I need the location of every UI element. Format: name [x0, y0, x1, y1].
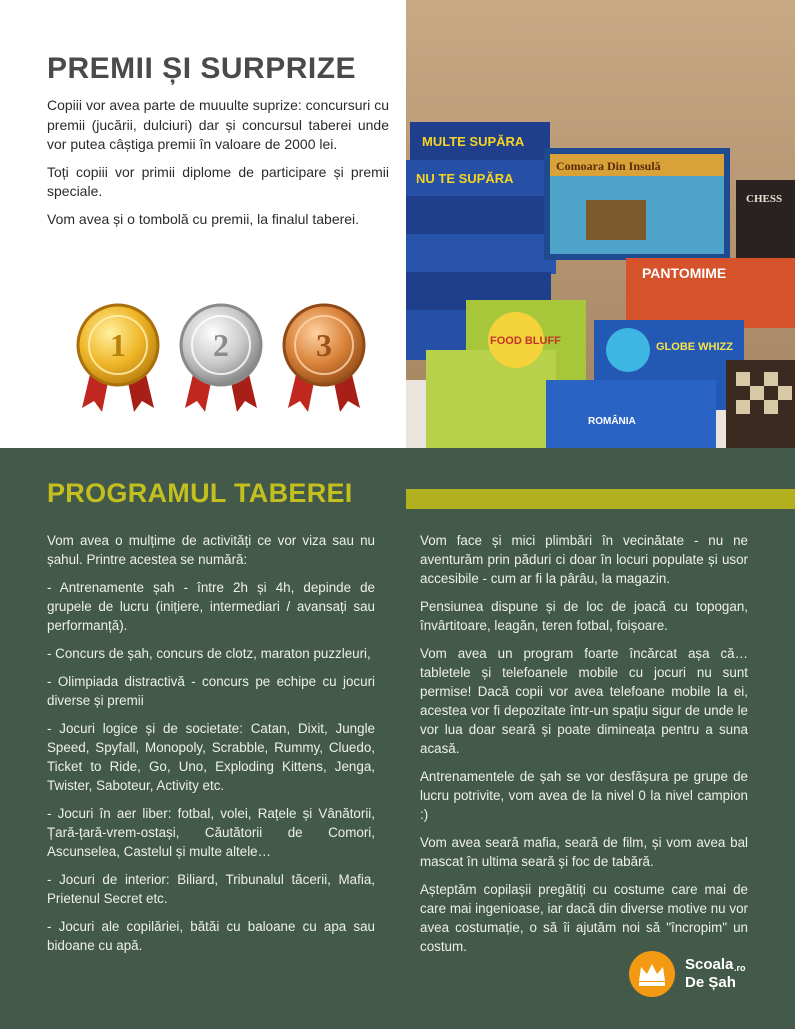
program-paragraph: Pensiunea dispune și de loc de joacă cu topogan, învârtitoare, leagăn, teren fotbal, foișoare.: [420, 599, 748, 633]
program-column-right: [420, 531, 748, 965]
medal-number: 2: [213, 327, 229, 363]
logo-line1: Scoala: [685, 956, 734, 973]
bronze-medal-icon: [284, 305, 364, 412]
prizes-section: [0, 0, 406, 448]
program-column-left: [47, 531, 375, 964]
program-paragraph: - Jocuri de interior: Biliard, Tribunalul tăcerii, Mafia, Prietenul Secret etc.: [47, 872, 375, 906]
scoala-de-sah-logo: [628, 950, 750, 998]
logo-suffix: .ro: [734, 963, 746, 973]
program-paragraph: - Concurs de șah, concurs de clotz, maraton puzzleuri,: [47, 646, 371, 661]
prizes-text: [47, 96, 389, 237]
medal-number: 1: [110, 327, 126, 363]
program-paragraph: - Antrenamente șah - între 2h și 4h, depinde de grupele de lucru (inițiere, intermediari / avansați sau performanță).: [47, 580, 375, 633]
program-paragraph: Antrenamentele de șah se vor desfășura pe grupe de lucru potrivite, vom avea de la nivel 0 la nivel campion :): [420, 769, 748, 822]
game-box-label: GLOBE WHIZZ: [656, 341, 733, 353]
crown-icon: [628, 950, 676, 998]
game-box-label: PANTOMIME: [642, 265, 727, 281]
gold-medal-icon: [78, 305, 158, 412]
program-paragraph: - Olimpiada distractivă - concurs pe echipe cu jocuri diverse și premii: [47, 674, 375, 708]
logo-line2: De Șah: [685, 974, 736, 991]
game-box-label: NU TE SUPĂRA: [416, 171, 514, 186]
section-title-prizes: PREMII ȘI SURPRIZE: [47, 52, 357, 85]
program-paragraph: Vom avea seară mafia, seară de film, și vom avea bal mascat în ultima seară și foc de tabără.: [420, 835, 748, 869]
board-games-photo: [406, 0, 795, 489]
program-paragraph: - Jocuri în aer liber: fotbal, volei, Rațele și Vânătorii, Țară-țară-vrem-ostași, Căutătorii de Comori, Ascunselea, Castelul și multe altele…: [47, 806, 375, 859]
game-box-label: CHESS: [746, 193, 783, 205]
prizes-paragraph: Toți copiii vor primii diplome de participare și premii speciale.: [47, 163, 389, 199]
game-box-label: Comoara Din Insulă: [556, 159, 661, 173]
medal-number: 3: [316, 327, 332, 363]
prizes-paragraph: Vom avea și o tombolă cu premii, la finalul taberei.: [47, 210, 360, 227]
prizes-paragraph: Copiii vor avea parte de muuulte suprize: concursuri cu premii (jucării, dulciuri) dar și concursul taberei unde vor putea câștiga premii în valoare de 2000 lei.: [47, 97, 389, 152]
game-box-label: FOOD BLUFF: [490, 335, 561, 347]
silver-medal-icon: [181, 305, 261, 412]
medals-illustration: [70, 300, 370, 415]
program-paragraph: - Jocuri ale copilăriei, bătăi cu baloane cu apa sau bidoane cu apă.: [47, 919, 375, 953]
program-paragraph: - Jocuri logice și de societate: Catan, Dixit, Jungle Speed, Spyfall, Monopoly, Scrabble, Rummy, Cluedo, Ticket to Ride, Go, Uno, Exploding Kittens, Jenga, Twister, Saboteur, Activity etc.: [47, 721, 375, 793]
section-title-program: PROGRAMUL TABEREI: [47, 478, 353, 508]
game-box-label: ROMÂNIA: [588, 416, 636, 427]
program-paragraph: Vom avea un program foarte încărcat așa că…tabletele și telefoanele mobile cu jocuri nu sunt permise! Dacă copii vor avea telefoane mobile la ei, acestea vor fi depozitate într-un spațiu sigur de unde le vor lua doar seară și poate dimineața pentru a suna acasă.: [420, 646, 748, 756]
accent-bar: [406, 489, 795, 509]
program-paragraph: Vom face și mici plimbări în vecinătate - nu ne aventurăm prin păduri ci doar în locuri populate și usor accesibile - cum ar fi la pârâu, la magazin.: [420, 533, 748, 586]
program-paragraph: Așteptăm copilașii pregătiți cu costume care mai de care mai ingenioase, iar dacă din diverse motive nu vor avea costumație, o să îi ajutăm noi să "încropim" un costum.: [420, 882, 748, 954]
program-paragraph: Vom avea o mulțime de activități ce vor viza sau nu șahul. Printre acestea se numără:: [47, 533, 375, 567]
game-box-label: MULTE SUPĂRA: [422, 134, 525, 149]
